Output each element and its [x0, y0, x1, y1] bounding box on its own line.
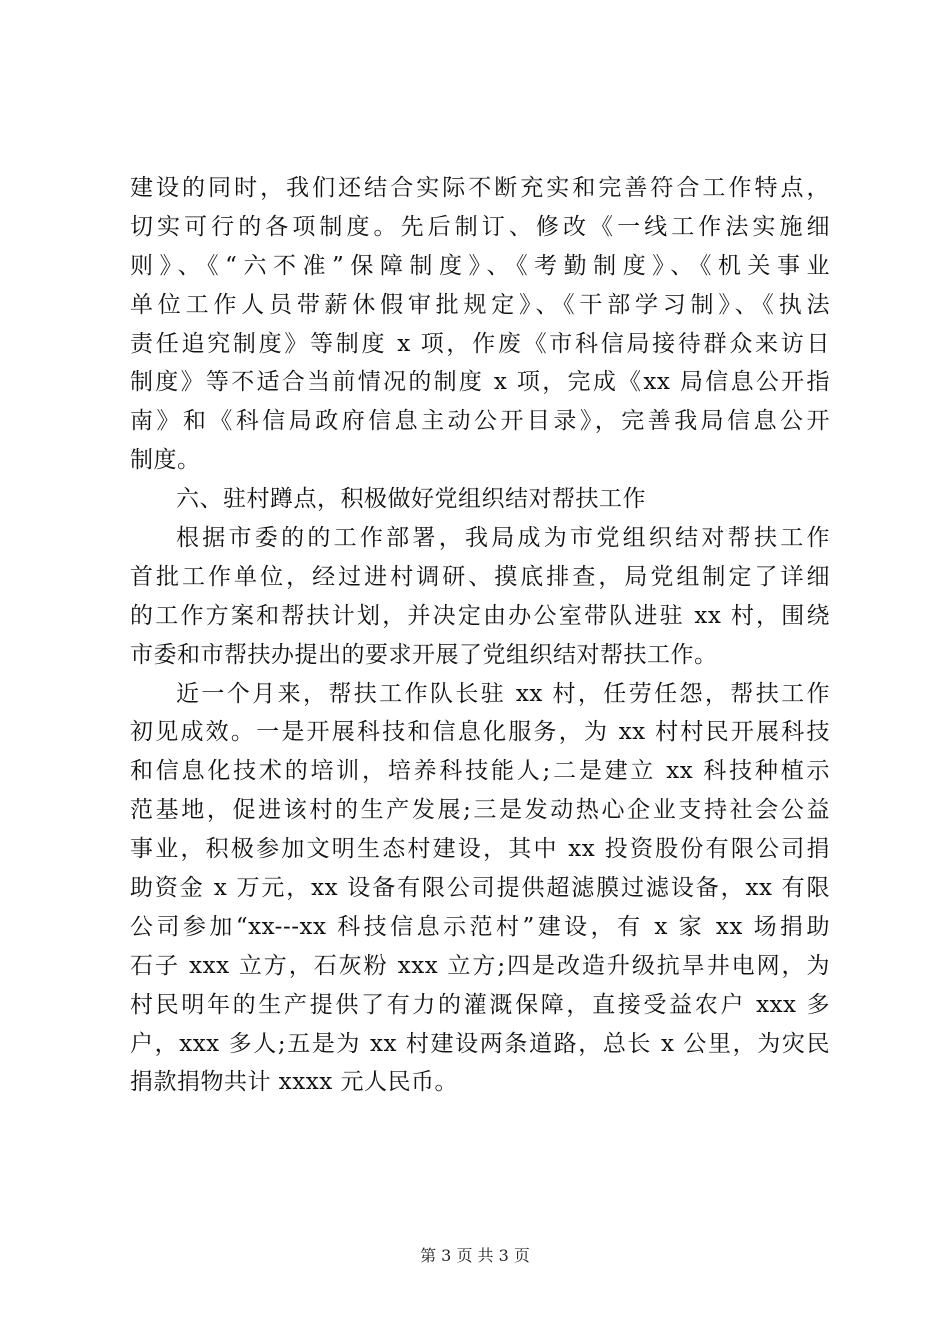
text-line: 南》和《科信局政府信息主动公开目录》，完善我局信息公开 — [130, 408, 830, 435]
text-line: 石子 xxx 立方，石灰粉 xxx 立方;四是改造升级抗旱井电网，为 — [130, 952, 830, 979]
text-line: 则》、《“六不准”保障制度》、《考勤制度》、《机关事业 — [130, 252, 830, 279]
page-footer: 第 3 页 共 3 页 — [420, 1246, 530, 1265]
text-line: 事业，积极参加文明生态村建设，其中 xx 投资股份有限公司捐 — [130, 836, 830, 863]
document-body — [130, 169, 830, 1102]
text-line: 制度》等不适合当前情况的制度 x 项，完成《xx 局信息公开指 — [130, 369, 830, 396]
text-line: 责任追究制度》等制度 x 项，作废《市科信局接待群众来访日 — [130, 330, 830, 357]
text-line: 户，xxx 多人;五是为 xx 村建设两条道路，总长 x 公里，为灾民 — [130, 1030, 830, 1057]
text-line: 根据市委的的工作部署，我局成为市党组织结对帮扶工作 — [176, 525, 830, 552]
text-line: 范基地，促进该村的生产发展;三是发动热心企业支持社会公益 — [130, 797, 830, 824]
text-line: 切实可行的各项制度。先后制订、修改《一线工作法实施细 — [130, 213, 830, 240]
text-line: 和信息化技术的培训，培养科技能人;二是建立 xx 科技种植示 — [130, 758, 830, 785]
text-line: 初见成效。一是开展科技和信息化服务，为 xx 村村民开展科技 — [130, 719, 830, 746]
text-line: 单位工作人员带薪休假审批规定》、《干部学习制》、《执法 — [130, 291, 830, 318]
text-line: 公司参加“xx---xx 科技信息示范村”建设，有 x 家 xx 场捐助 — [130, 913, 830, 940]
text-line: 的工作方案和帮扶计划，并决定由办公室带队进驻 xx 村，围绕 — [130, 602, 830, 629]
text-line: 村民明年的生产提供了有力的灌溉保障，直接受益农户 xxx 多 — [130, 991, 830, 1018]
text-line: 助资金 x 万元，xx 设备有限公司提供超滤膜过滤设备，xx 有限 — [130, 875, 830, 902]
text-line: 首批工作单位，经过进村调研、摸底排查，局党组制定了详细 — [130, 563, 830, 590]
text-line: 建设的同时，我们还结合实际不断充实和完善符合工作特点， — [130, 175, 830, 201]
text-line: 近一个月来，帮扶工作队长驻 xx 村，任劳任怨，帮扶工作 — [176, 680, 830, 707]
text-line: 六、驻村蹲点，积极做好党组织结对帮扶工作 — [176, 486, 646, 513]
text-line: 制度。 — [130, 447, 201, 474]
text-line: 市委和市帮扶办提出的要求开展了党组织结对帮扶工作。 — [130, 641, 718, 668]
text-line: 捐款捐物共计 xxxx 元人民币。 — [130, 1069, 459, 1096]
